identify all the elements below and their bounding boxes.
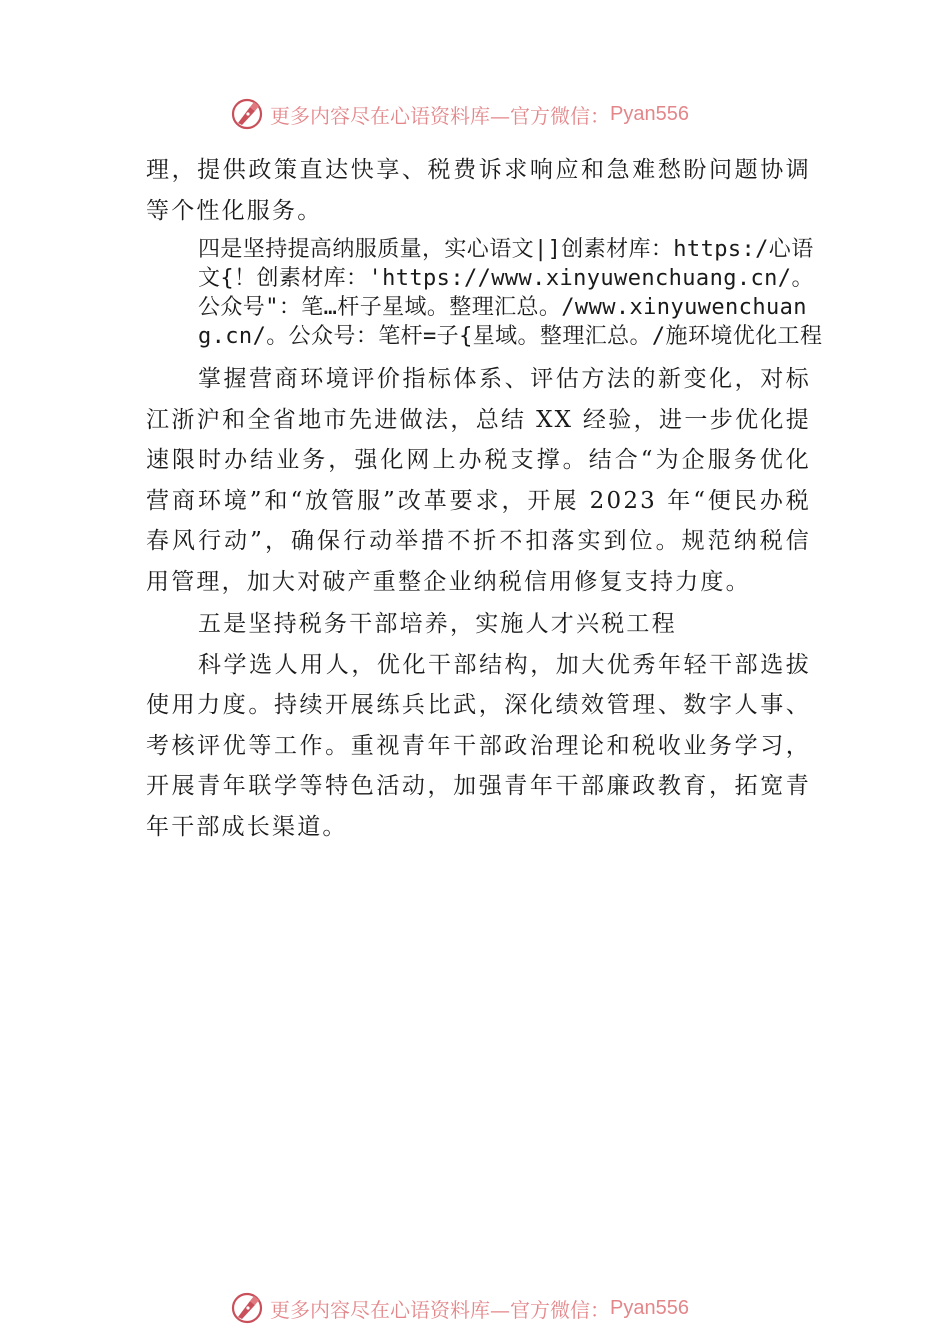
paragraph-service: 理，提供政策直达快享、税费诉求响应和急难愁盼问题协调等个性化服务。	[146, 157, 811, 224]
heading-cadre-training: 五是坚持税务干部培养，实施人才兴税工程	[198, 611, 677, 637]
pen-nib-circle-icon	[230, 1291, 264, 1325]
document-body	[146, 150, 823, 847]
paragraph-business-environment: 掌握营商环境评价指标体系、评估方法的新变化，对标江浙沪和全省地市先进做法，总结 XX 经验，进一步优化提速限时办结业务，强化网上办税支撑。结合“为企服务优化营商环境”和“放管服”改革要求，开展 2023 年“便民办税春风行动”，确保行动举措不折不扣落实到位。规范纳税信用管理，加大对破产重整企业纳税信用修复支持力度。	[146, 366, 811, 595]
footer-wechat-id: Pyan556	[610, 1296, 689, 1319]
pen-nib-circle-icon	[230, 97, 264, 131]
footer-banner	[230, 1290, 689, 1326]
footer-banner-text: 更多内容尽在心语资料库—官方微信：	[270, 1297, 610, 1322]
header-banner	[230, 96, 689, 132]
header-wechat-id: Pyan556	[610, 102, 689, 125]
header-banner-text: 更多内容尽在心语资料库—官方微信：	[270, 103, 610, 128]
paragraph-cadre-training: 科学选人用人，优化干部结构，加大优秀年轻干部选拔使用力度。持续开展练兵比武，深化绩效管理、数字人事、 考核评优等工作。重视青年干部政治理论和税收业务学习， 开展青年联学等特色活动，加强青年干部廉政教育，拓宽青年干部成长渠道。	[146, 651, 811, 840]
paragraph-watermark-mixed: 四是坚持提高纳服质量，实心语文|]创素材库：https:/心语文{！创素材库：'https://www.xinyuwenchuang.cn/。公众号"：笔…杆子星域。整理汇总。/www.xinyuwenchuang.cn/。公众号：笔杆=子{星域。整理汇总。/施环境优化工程	[198, 237, 823, 349]
